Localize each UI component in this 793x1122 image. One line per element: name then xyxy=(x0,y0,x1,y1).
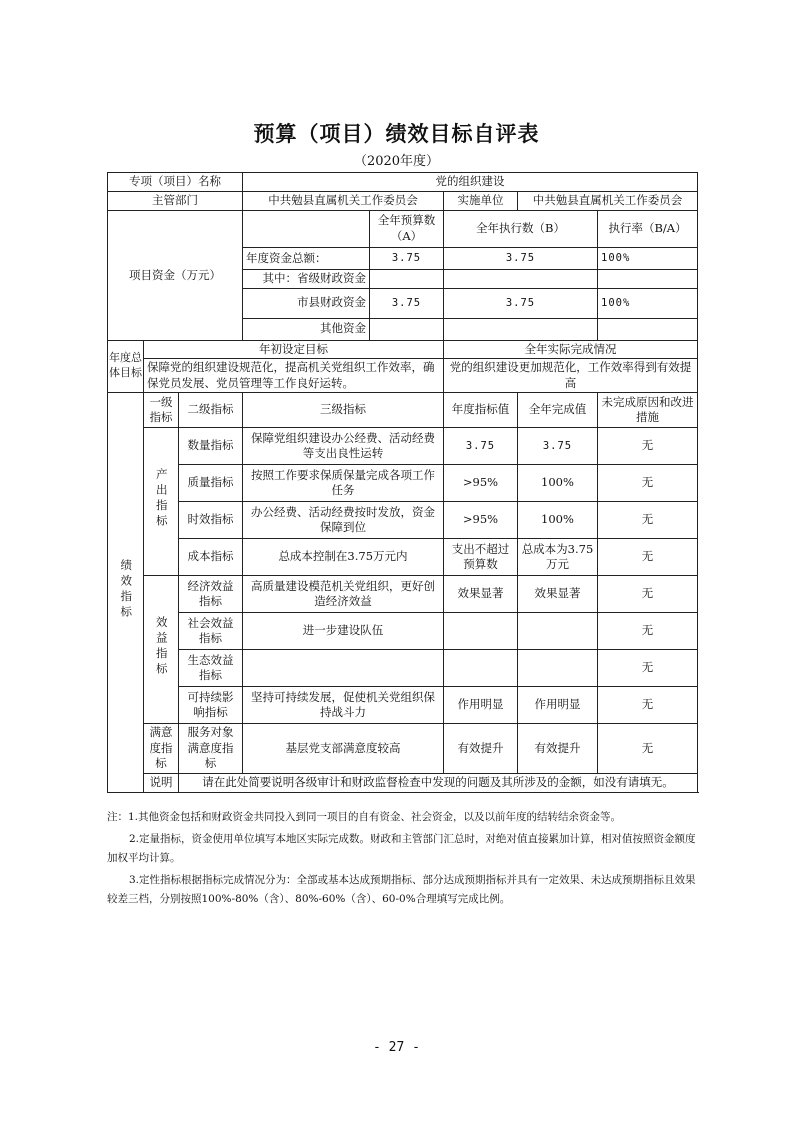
funds-col-b: 全年执行数（B） xyxy=(444,211,598,248)
funds-header-blank xyxy=(243,211,370,248)
indicator-target: 有效提升 xyxy=(444,724,518,774)
indicator-l3: 总成本控制在3.75万元内 xyxy=(243,539,444,576)
page-subtitle: （2020年度） xyxy=(353,154,440,169)
indicator-reason: 无 xyxy=(598,724,698,774)
footnote-3: 3.定性指标根据指标完成情况分为：全部或基本达成预期指标、部分达成预期指标并具有一定效果、未达成预期指标且效果较差三档，分别按照100%-80%（含）、80%-60%（含）、60-0%合理填写完成比例。 xyxy=(107,874,696,905)
indicator-reason: 无 xyxy=(598,539,698,576)
funds-row-a xyxy=(370,270,444,289)
indicator-reason: 无 xyxy=(598,428,698,465)
indicator-row xyxy=(108,613,698,650)
goals-set-text: 保障党的组织建设规范化，提高机关党组织工作效率，确保党员发展、党员管理等工作良好运转。 xyxy=(144,359,444,393)
remark-text: 请在此处简要说明各级审计和财政监督检查中发现的问题及其所涉及的金额，如没有请填无。 xyxy=(179,773,698,792)
project-name-label: 专项（项目）名称 xyxy=(108,173,243,192)
funds-col-a: 全年预算数（A） xyxy=(370,211,444,248)
indicator-l2: 质量指标 xyxy=(179,465,243,502)
indicator-target: 效果显著 xyxy=(444,576,518,613)
indicator-target xyxy=(444,613,518,650)
dept-value: 中共勉县直属机关工作委员会 xyxy=(243,192,444,211)
indicator-row xyxy=(108,650,698,687)
indicator-row xyxy=(108,465,698,502)
indicator-l3: 进一步建设队伍 xyxy=(243,613,444,650)
indicator-actual: 效果显著 xyxy=(518,576,598,613)
indicator-actual: 3.75 xyxy=(518,428,598,465)
indicator-actual xyxy=(518,650,598,687)
indicator-reason: 无 xyxy=(598,650,698,687)
indicator-row xyxy=(108,724,698,774)
indicator-reason: 无 xyxy=(598,502,698,539)
group-output-text: 产出指标 xyxy=(154,468,169,531)
impl-unit-value: 中共勉县直属机关工作委员会 xyxy=(518,192,698,211)
header-reason: 未完成原因和改进措施 xyxy=(598,393,698,428)
indicator-l2: 时效指标 xyxy=(179,502,243,539)
indicator-target: 3.75 xyxy=(444,428,518,465)
indicator-reason: 无 xyxy=(598,465,698,502)
indicator-reason: 无 xyxy=(598,613,698,650)
indicator-target: 作用明显 xyxy=(444,687,518,724)
indicator-reason: 无 xyxy=(598,576,698,613)
funds-row-a xyxy=(370,318,444,340)
indicator-target: 支出不超过预算数 xyxy=(444,539,518,576)
header-actual: 全年完成值 xyxy=(518,393,598,428)
footnotes xyxy=(107,808,697,912)
indicators-label xyxy=(108,393,144,793)
indicator-row xyxy=(108,576,698,613)
group-benefit xyxy=(144,576,179,724)
indicator-l3: 按照工作要求保质保量完成各项工作任务 xyxy=(243,465,444,502)
goals-actual-text: 党的组织建设更加规范化，工作效率得到有效提高 xyxy=(444,359,698,393)
funds-row-label: 年度资金总额： xyxy=(243,248,370,270)
dept-label: 主管部门 xyxy=(108,192,243,211)
indicator-l2: 经济效益指标 xyxy=(179,576,243,613)
header-level1: 一级指标 xyxy=(144,393,179,428)
indicator-actual: 总成本为3.75万元 xyxy=(518,539,598,576)
funds-row-b: 3.75 xyxy=(444,288,598,318)
indicators-label-text: 绩效指标 xyxy=(119,559,134,622)
indicator-l2: 可持续影响指标 xyxy=(179,687,243,724)
indicator-l3: 高质量建设模范机关党组织，更好创造经济效益 xyxy=(243,576,444,613)
funds-row-rate xyxy=(598,270,698,289)
indicator-actual: 有效提升 xyxy=(518,724,598,774)
funds-row-b xyxy=(444,318,598,340)
group-satisfaction: 满意度指标 xyxy=(144,724,179,774)
indicator-l2: 成本指标 xyxy=(179,539,243,576)
funds-label: 项目资金（万元） xyxy=(108,211,243,341)
project-name-value: 党的组织建设 xyxy=(243,173,698,192)
funds-col-rate: 执行率（B/A） xyxy=(598,211,698,248)
indicator-l3: 坚持可持续发展，促使机关党组织保持战斗力 xyxy=(243,687,444,724)
funds-row-label: 其中：省级财政资金 xyxy=(243,270,370,289)
header-level2: 二级指标 xyxy=(179,393,243,428)
indicator-row xyxy=(108,428,698,465)
indicator-l2: 数量指标 xyxy=(179,428,243,465)
header-level3: 三级指标 xyxy=(243,393,444,428)
indicator-l3: 保障党组织建设办公经费、活动经费等支出良性运转 xyxy=(243,428,444,465)
indicator-actual xyxy=(518,613,598,650)
goals-actual-header: 全年实际完成情况 xyxy=(444,340,698,359)
header-target: 年度指标值 xyxy=(444,393,518,428)
funds-row-rate: 100% xyxy=(598,288,698,318)
group-benefit-text: 效益指标 xyxy=(154,616,169,679)
funds-row-label: 其他资金 xyxy=(243,318,370,340)
indicator-target: >95% xyxy=(444,465,518,502)
page-title: 预算（项目）绩效目标自评表 xyxy=(253,121,540,146)
page-number: - 27 - xyxy=(373,1040,420,1055)
indicator-actual: 100% xyxy=(518,502,598,539)
evaluation-table xyxy=(107,172,698,793)
indicator-l2: 社会效益指标 xyxy=(179,613,243,650)
impl-unit-label: 实施单位 xyxy=(444,192,518,211)
indicator-l2: 服务对象满意度指标 xyxy=(179,724,243,774)
indicator-actual: 作用明显 xyxy=(518,687,598,724)
indicator-l3: 办公经费、活动经费按时发放，资金保障到位 xyxy=(243,502,444,539)
indicator-l2: 生态效益指标 xyxy=(179,650,243,687)
footnote-2: 2.定量指标，资金使用单位填写本地区实际完成数。财政和主管部门汇总时，对绝对值直接累加计算，相对值按照资金额度加权平均计算。 xyxy=(107,833,696,864)
funds-row-b xyxy=(444,270,598,289)
indicator-row xyxy=(108,687,698,724)
funds-row-b: 3.75 xyxy=(444,248,598,270)
funds-row-a: 3.75 xyxy=(370,248,444,270)
funds-row-rate xyxy=(598,318,698,340)
indicator-actual: 100% xyxy=(518,465,598,502)
indicator-l3: 基层党支部满意度较高 xyxy=(243,724,444,774)
indicator-l3 xyxy=(243,650,444,687)
goals-set-header: 年初设定目标 xyxy=(144,340,444,359)
remark-label: 说明 xyxy=(144,773,179,792)
footnote-1: 注：1.其他资金包括和财政资金共同投入到同一项目的自有资金、社会资金，以及以前年度的结转结余资金等。 xyxy=(107,811,622,823)
funds-row-label: 市县财政资金 xyxy=(243,288,370,318)
indicator-reason: 无 xyxy=(598,687,698,724)
indicator-target xyxy=(444,650,518,687)
funds-row-rate: 100% xyxy=(598,248,698,270)
indicator-row xyxy=(108,502,698,539)
indicator-target: >95% xyxy=(444,502,518,539)
group-output xyxy=(144,428,179,576)
funds-row-a: 3.75 xyxy=(370,288,444,318)
goals-label: 年度总体目标 xyxy=(108,340,144,393)
indicator-row xyxy=(108,539,698,576)
